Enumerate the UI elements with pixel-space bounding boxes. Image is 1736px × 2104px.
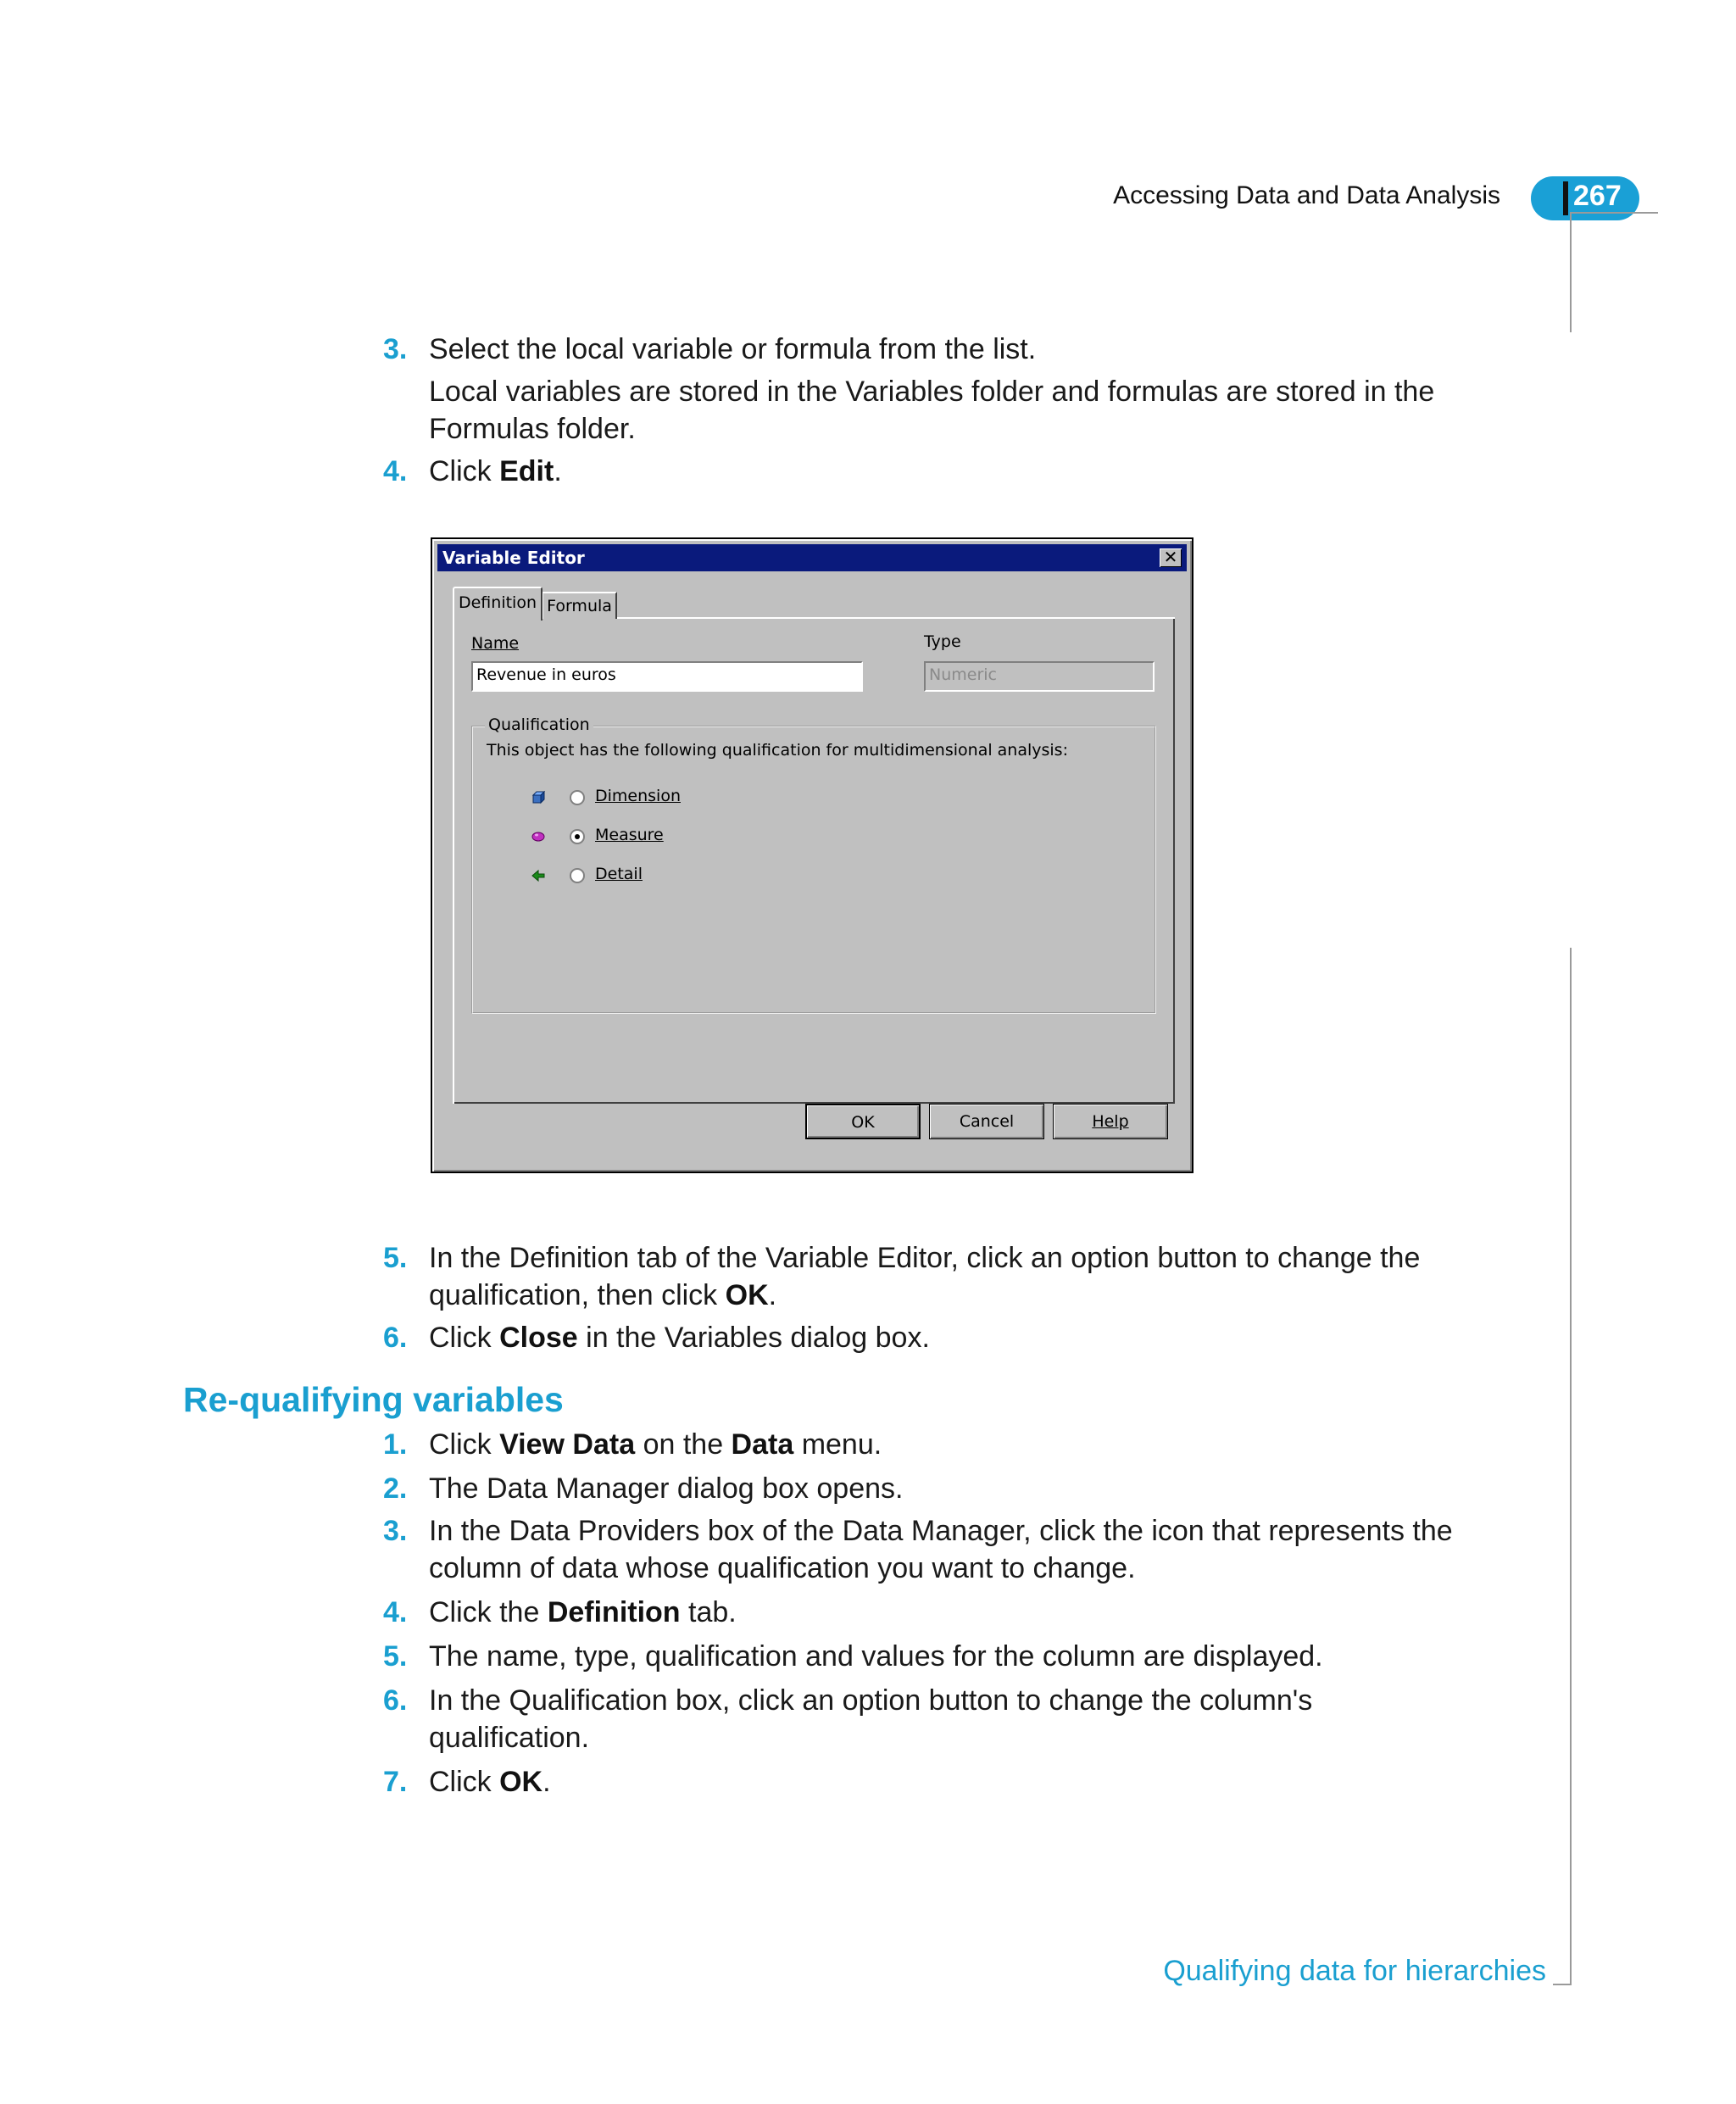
list-item (383, 1470, 1477, 1507)
ok-button[interactable]: OK (805, 1104, 921, 1139)
step-number: 5. (383, 1242, 408, 1274)
list-item (383, 1512, 1477, 1587)
step-text: In the Data Providers box of the Data Manager, click the icon that represents the column of data whose qualification you want to change. (429, 1515, 1453, 1584)
list-item (383, 1638, 1477, 1675)
step-number: 4. (383, 455, 408, 487)
step-text: Select the local variable or formula from the list. (429, 333, 1037, 365)
list-item (383, 1426, 1477, 1463)
step-text: Click Close in the Variables dialog box. (429, 1322, 930, 1354)
step-text: Click View Data on the Data menu. (429, 1428, 882, 1461)
list-item (383, 1763, 1477, 1801)
step-number: 2. (383, 1472, 408, 1505)
list-item (383, 331, 1477, 368)
variable-editor-dialog (431, 537, 1194, 1173)
title-bar[interactable] (437, 544, 1187, 571)
help-button[interactable]: Help (1053, 1104, 1168, 1139)
step-text: Click Edit. (429, 455, 562, 487)
margin-rule (1553, 1984, 1572, 1985)
step-number: 6. (383, 1322, 408, 1354)
type-label: Type (924, 632, 961, 651)
step-text: The Data Manager dialog box opens. (429, 1472, 904, 1505)
step-text: Click OK. (429, 1766, 551, 1798)
measure-radio[interactable] (570, 829, 585, 844)
list-item (383, 1594, 1477, 1631)
step-note: Local variables are stored in the Variables folder and formulas are stored in the Formulas folder. (429, 376, 1435, 445)
step-number: 4. (383, 1596, 408, 1628)
list-item (383, 1319, 1477, 1356)
step-number: 5. (383, 1640, 408, 1673)
cancel-button[interactable]: Cancel (929, 1104, 1044, 1139)
section-heading: Re-qualifying variables (183, 1380, 564, 1419)
list-item (383, 1682, 1477, 1756)
step-text: The name, type, qualification and values for the column are displayed. (429, 1640, 1323, 1673)
page-tab-mark (1563, 181, 1568, 215)
step-number: 1. (383, 1428, 408, 1461)
detail-label[interactable]: Detail (595, 865, 643, 883)
qualification-description: This object has the following qualification for multidimensional analysis: (487, 741, 1068, 760)
list-item (383, 453, 1477, 490)
step-number: 6. (383, 1684, 408, 1717)
tab-definition[interactable]: Definition (453, 587, 542, 621)
tab-formula[interactable]: Formula (542, 592, 617, 619)
close-icon[interactable]: ✕ (1160, 548, 1182, 567)
step-text: Click the Definition tab. (429, 1596, 737, 1628)
running-head: Accessing Data and Data Analysis (1113, 181, 1500, 209)
margin-rule (1570, 212, 1572, 332)
step-text: In the Definition tab of the Variable Editor, click an option button to change the qualification, then click OK. (429, 1242, 1421, 1311)
dimension-cube-icon (531, 790, 546, 805)
page-number: 267 (1573, 180, 1622, 212)
list-item (383, 1239, 1477, 1314)
dialog-title: Variable Editor (442, 548, 585, 568)
margin-rule (1570, 948, 1572, 1985)
name-input[interactable]: Revenue in euros (471, 661, 863, 692)
margin-rule (1570, 212, 1658, 214)
name-label: Name (471, 634, 520, 653)
detail-arrow-icon (531, 868, 546, 883)
type-field: Numeric (924, 661, 1155, 692)
step-number: 3. (383, 1515, 408, 1547)
step-number: 7. (383, 1766, 408, 1798)
step-text: In the Qualification box, click an option button to change the column's qualification. (429, 1684, 1313, 1754)
detail-radio[interactable] (570, 868, 585, 883)
step-number: 3. (383, 333, 408, 365)
qualification-legend: Qualification (485, 715, 593, 734)
dimension-label[interactable]: Dimension (595, 787, 681, 805)
dimension-radio[interactable] (570, 790, 585, 805)
measure-sphere-icon (531, 829, 546, 844)
running-footer: Qualifying data for hierarchies (1163, 1955, 1546, 1987)
measure-label[interactable]: Measure (595, 826, 664, 844)
